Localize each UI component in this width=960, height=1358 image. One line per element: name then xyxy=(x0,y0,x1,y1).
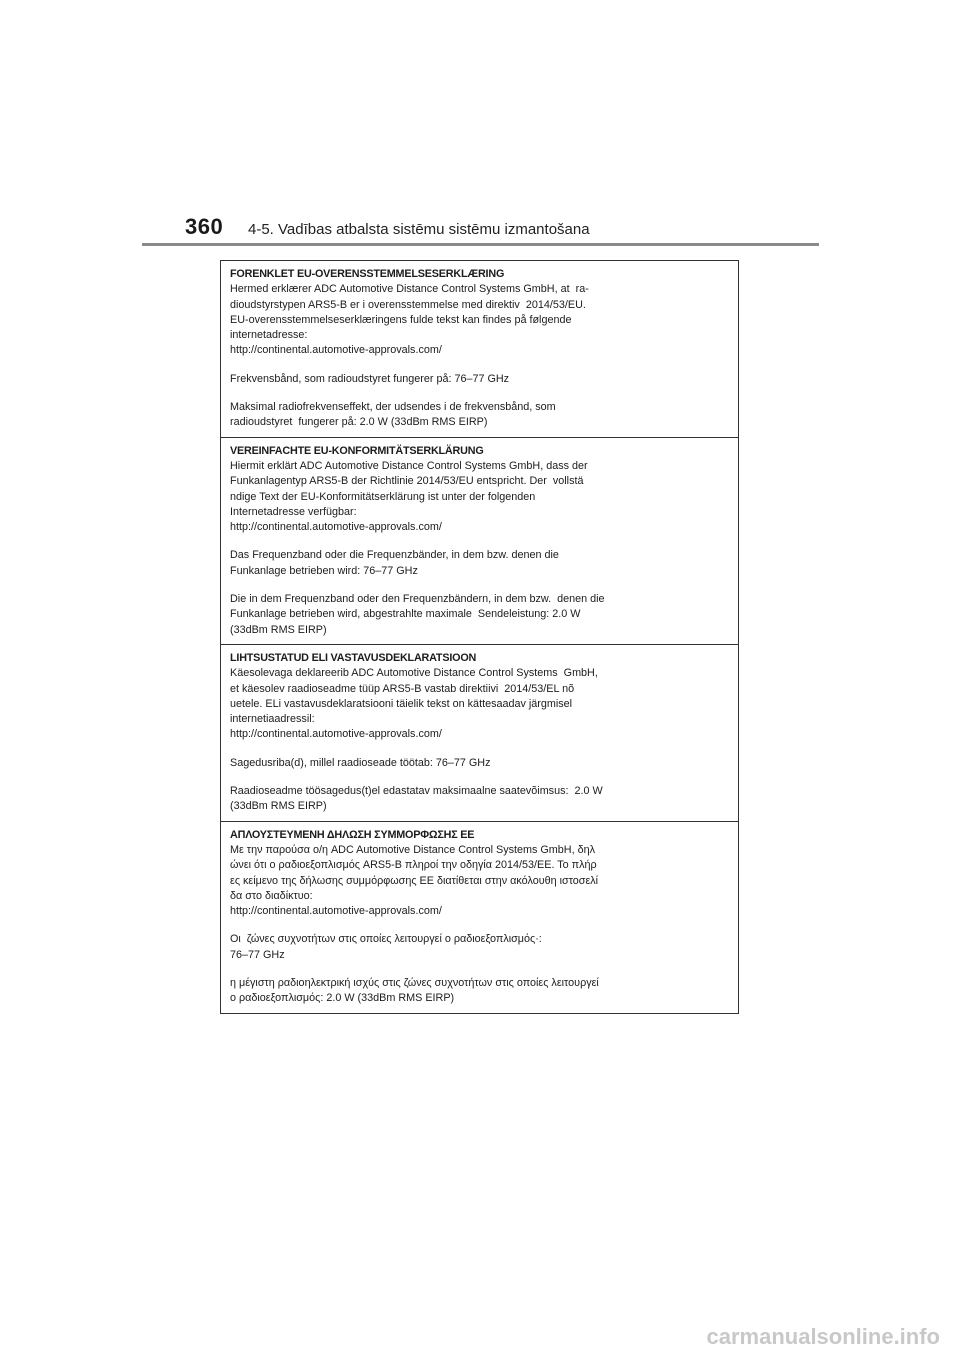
text-line: (33dBm RMS EIRP) xyxy=(230,623,327,636)
paragraph xyxy=(230,548,730,579)
text-line: η μέγιστη ραδιοηλεκτρική ισχύς στις ζώνες συχνοτήτων στις οποίες λειτουργεί xyxy=(230,976,599,989)
paragraph xyxy=(230,976,730,1007)
text-line: Käesolevaga deklareerib ADC Automotive Distance Control Systems GmbH, xyxy=(230,667,598,680)
section-title: FORENKLET EU-OVERENSSTEMMELSESERKLÆRING xyxy=(230,268,505,280)
text-line: et käesolev raadioseadme tüüp ARS5-B vastab direktiivi 2014/53/EL nõ xyxy=(230,682,575,695)
text-line: uetele. ELi vastavusdeklaratsiooni täielik tekst on kättesaadav järgmisel xyxy=(230,697,573,710)
paragraph xyxy=(230,592,730,638)
text-line: Internetadresse verfügbar: xyxy=(230,505,357,518)
text-line: internetadresse: xyxy=(230,329,308,342)
text-line: ες κείμενο της δήλωσης συμμόρφωσης ΕΕ διατίθεται στην ακόλουθη ιστοσελί xyxy=(230,874,599,887)
page-number: 360 xyxy=(185,214,224,239)
text-line: http://continental.automotive-approvals.com/ xyxy=(230,728,442,741)
text-line: Die in dem Frequenzband oder den Frequenzbändern, in dem bzw. denen die xyxy=(230,593,605,606)
declaration-box xyxy=(220,260,739,1014)
text-line: Sagedusriba(d), millel raadioseade töötab: 76–77 GHz xyxy=(230,756,491,769)
paragraph xyxy=(230,459,730,535)
text-line: Das Frequenzband oder die Frequenzbänder, in dem bzw. denen die xyxy=(230,549,559,562)
text-line: δα στο διαδίκτυο: xyxy=(230,889,313,902)
text-line: http://continental.automotive-approvals.com/ xyxy=(230,905,442,918)
declaration-section xyxy=(221,645,738,822)
text-line: Frekvensbånd, som radioudstyret fungerer på: 76–77 GHz xyxy=(230,372,510,385)
paragraph-gap xyxy=(230,359,730,372)
paragraph xyxy=(230,932,730,963)
section-title: ΑΠΛΟΥΣΤΕΥΜΕΝΗ ΔΗΛΩΣΗ ΣΥΜΜΟΡΦΩΣΗΣ ΕΕ xyxy=(230,828,475,841)
text-line: Funkanlagentyp ARS5-B der Richtlinie 2014/53/EU entspricht. Der vollstä xyxy=(230,475,584,488)
text-line: dioudstyrstypen ARS5-B er i overensstemmelse med direktiv 2014/53/EU. xyxy=(230,298,586,311)
paragraph xyxy=(230,784,730,815)
text-line: ώνει ότι ο ραδιοεξοπλισμός ARS5-B πληροί την οδηγία 2014/53/ΕΕ. Το πλήρ xyxy=(230,859,597,872)
header-rule xyxy=(142,243,819,246)
text-line: Funkanlage betrieben wird, abgestrahlte maximale Sendeleistung: 2.0 W xyxy=(230,608,581,621)
section-title: LIHTSUSTATUD ELI VASTAVUSDEKLARATSIOON xyxy=(230,651,477,664)
text-line: Οι ζώνες συχνοτήτων στις οποίες λειτουργεί ο ραδιοεξοπλισμός·: xyxy=(230,933,542,946)
declaration-section xyxy=(221,822,738,1013)
text-line: Raadioseadme töösagedus(t)el edastatav maksimaalne saatevõimsus: 2.0 W xyxy=(230,785,603,798)
paragraph-gap xyxy=(230,535,730,548)
text-line: radioudstyret fungerer på: 2.0 W (33dBm RMS EIRP) xyxy=(230,416,488,429)
paragraph-gap xyxy=(230,963,730,976)
section-title: VEREINFACHTE EU-KONFORMITÄTSERKLÄRUNG xyxy=(230,444,484,457)
paragraph-gap xyxy=(230,919,730,932)
paragraph xyxy=(230,400,730,431)
text-line: http://continental.automotive-approvals.com/ xyxy=(230,521,442,534)
text-line: Hermed erklærer ADC Automotive Distance Control Systems GmbH, at ra- xyxy=(230,283,589,296)
declaration-section xyxy=(221,438,738,645)
paragraph-gap xyxy=(230,771,730,784)
page-header xyxy=(0,0,960,250)
declaration-section xyxy=(221,261,738,438)
paragraph xyxy=(230,282,730,358)
text-line: ο ραδιοεξοπλισμός: 2.0 W (33dBm RMS EIRP) xyxy=(230,992,455,1005)
paragraph-gap xyxy=(230,387,730,400)
text-line: Funkanlage betrieben wird: 76–77 GHz xyxy=(230,564,418,577)
text-line: http://continental.automotive-approvals.com/ xyxy=(230,344,442,357)
text-line: 76–77 GHz xyxy=(230,948,285,961)
text-line: Με την παρούσα ο/η ADC Automotive Distance Control Systems GmbH, δηλ xyxy=(230,843,596,856)
text-line: Maksimal radiofrekvenseffekt, der udsendes i de frekvensbånd, som xyxy=(230,401,556,414)
text-line: internetiaadressil: xyxy=(230,713,315,726)
text-line: Hiermit erklärt ADC Automotive Distance Control Systems GmbH, dass der xyxy=(230,459,588,472)
text-line: (33dBm RMS EIRP) xyxy=(230,800,327,813)
chapter-title: 4-5. Vadības atbalsta sistēmu sistēmu izmantošana xyxy=(248,221,590,238)
text-line: ndige Text der EU-Konformitätserklärung ist unter der folgenden xyxy=(230,490,536,503)
text-line: EU-overensstemmelseserklæringens fulde tekst kan findes på følgende xyxy=(230,313,572,326)
paragraph xyxy=(230,756,730,771)
paragraph-gap xyxy=(230,743,730,756)
watermark-text: carmanualsonline.info xyxy=(706,1324,940,1349)
paragraph xyxy=(230,372,730,387)
paragraph-gap xyxy=(230,579,730,592)
paragraph xyxy=(230,843,730,919)
paragraph xyxy=(230,666,730,742)
